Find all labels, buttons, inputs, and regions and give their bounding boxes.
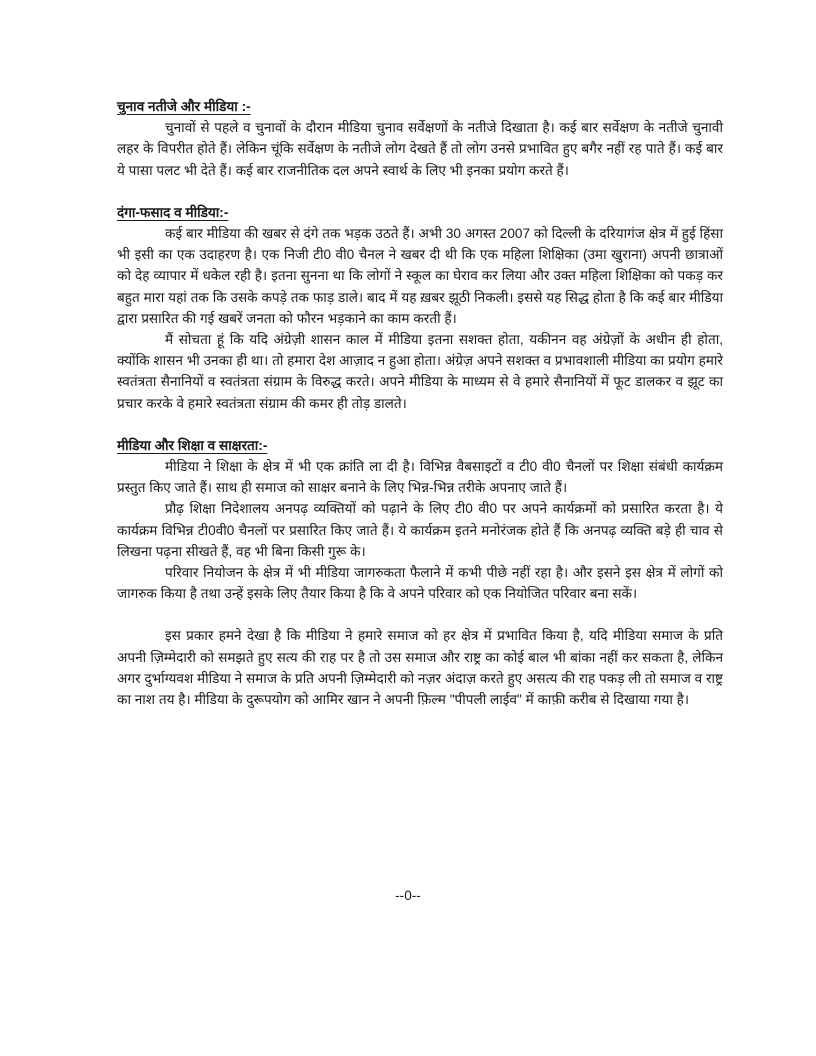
end-marker: --0-- (395, 888, 421, 903)
paragraph: परिवार नियोजन के क्षेत्र में भी मीडिया जागरुकता फैलाने में कभी पीछे नहीं रहा है। और इसने इस क्षेत्र में लोगों को जागरुक किया है तथा उन्हें इसके लिए तैयार किया है कि वे अपने परिवार को एक नियोजित परिवार बना सकें। (117, 565, 723, 602)
spacer (117, 414, 723, 435)
section-heading: चुनाव नतीजे और मीडिया :- (117, 99, 251, 114)
paragraph: प्रौढ़ शिक्षा निदेशालय अनपढ़ व्यक्तियों को पढ़ाने के लिए टी0 वी0 पर अपने कार्यक्रमों को प्रसारित करता है। ये कार्यक्रम विभिन्न टी0वी0 चैनलों पर प्रसारित किए जाते हैं। ये कार्यक्रम इतने मनोरंजक होते हैं कि अनपढ़ व्यक्ति बड़े ही चाव से लिखना पढ़ना सीखते हैं, वह भी बिना किसी गुरू के। (117, 501, 723, 559)
section-media-education-literacy (117, 435, 723, 605)
conclusion-paragraph: इस प्रकार हमने देखा है कि मीडिया ने हमारे समाज को हर क्षेत्र में प्रभावित किया है, यदि मीडिया समाज के प्रति अपनी ज़िम्मेदारी को समझते हुए सत्य की राह पर है तो उस समाज और राष्ट्र का कोई बाल भी बांका नहीं कर सकता है, लेकिन अगर दुर्भाग्यवश मीडिया ने समाज के प्रति अपनी ज़िम्मेदारी को नज़र अंदाज़ करते हुए असत्य की राह पकड़ ली तो समाज व राष्ट्र का नाश तय है। मीडिया के दुरूपयोग को आमिर खान ने अपनी फ़िल्म "पीपली लाईव" में काफ़ी करीब से दिखाया गया है। (117, 628, 723, 708)
section-riots-media (117, 202, 723, 414)
paragraph: मीडिया ने शिक्षा के क्षेत्र में भी एक क्रांति ला दी है। विभिन्न वैबसाइटों व टी0 वी0 चैनलों पर शिक्षा संबंधी कार्यक्रम प्रस्तुत किए जाते हैं। साथ ही समाज को साक्षर बनाने के लिए भिन्न-भिन्न तरीके अपनाए जाते हैं। (117, 459, 723, 496)
spacer (117, 181, 723, 202)
paragraph: कई बार मीडिया की खबर से दंगे तक भड़क उठते हैं। अभी 30 अगस्त 2007 को दिल्ली के दरियागंज क्षेत्र में हुई हिंसा भी इसी का एक उदाहरण है। एक निजी टी0 वी0 चैनल ने खबर दी थी कि एक महिला शिक्षिका (उमा खुराना) अपनी छात्राओं को देह व्यापार में धकेल रही है। इतना सुनना था कि लोगों ने स्कूल का घेराव कर लिया और उक्त महिला शिक्षिका को पकड़ कर बहुत मारा यहां तक कि उसके कपड़े तक फाड़ डाले। बाद में यह ख़बर झूठी निकली। इससे यह सिद्ध होता है कि कई बार मीडिया द्वारा प्रसारित की गई खबरें जनता को फौरन भड़काने का काम करती हैं। (117, 226, 723, 326)
spacer (117, 604, 723, 625)
paragraph: मैं सोचता हूं कि यदि अंग्रेज़ी शासन काल में मीडिया इतना सशक्त होता, यकीनन वह अंग्रेज़ों के अधीन ही होता, क्योंकि शासन भी उनका ही था। तो हमारा देश आज़ाद न हुआ होता। अंग्रेज़ अपने सशक्त व प्रभावशाली मीडिया का प्रयोग हमारे स्वतंत्रता सैनानियों व स्वतंत्रता संग्राम के विरुद्ध करते। अपने मीडिया के माध्यम से वे हमारे सैनानियों में फूट डालकर व झूट का प्रचार करके वे हमारे स्वतंत्रता संग्राम की कमर ही तोड़ डालते। (117, 332, 723, 411)
section-heading: मीडिया और शिक्षा व साक्षरता:- (117, 437, 268, 453)
section-heading: दंगा-फसाद व मीडिया:- (117, 204, 229, 220)
document-page (117, 96, 723, 710)
paragraph: चुनावों से पहले व चुनावों के दौरान मीडिया चुनाव सर्वेक्षणों के नतीजे दिखाता है। कई बार सर्वेक्षण के नतीजे चुनावी लहर के विपरीत होते हैं। लेकिन चूंकि सर्वेक्षण के नतीजे लोग देखते हैं तो लोग उनसे प्रभावित हुए बगैर नहीं रह पाते हैं। कई बार ये पासा पलट भी देते हैं। कई बार राजनीतिक दल अपने स्वार्थ के लिए भी इनका प्रयोग करते हैं। (117, 120, 723, 178)
section-election-results-media (117, 96, 723, 181)
